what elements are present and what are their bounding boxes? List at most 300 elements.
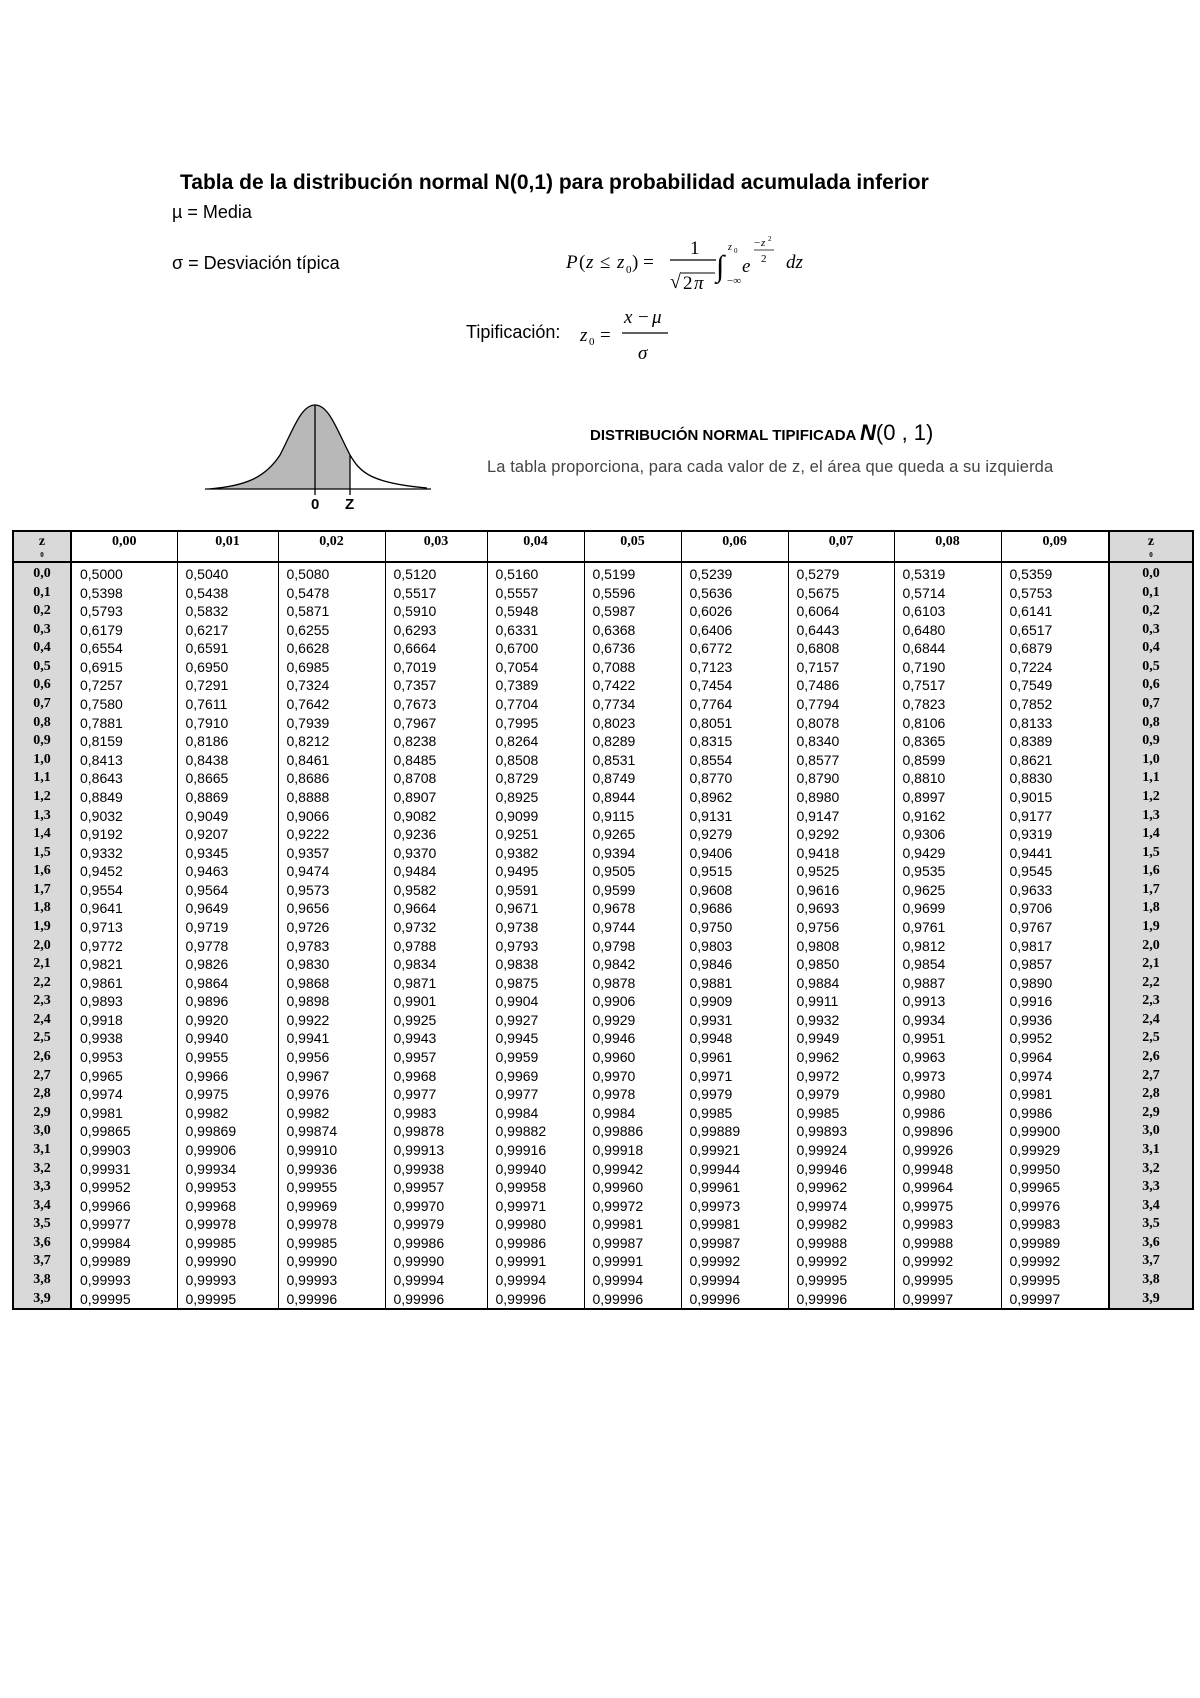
table-cell: 0,6103 (894, 602, 1001, 621)
table-cell: 0,99882 (487, 1122, 584, 1141)
table-cell: 0,99992 (788, 1252, 894, 1271)
table-cell: 0,9976 (278, 1085, 385, 1104)
table-cell: 0,99934 (177, 1160, 278, 1179)
row-z-value: 0,4 (1109, 639, 1193, 658)
table-cell: 0,9982 (177, 1104, 278, 1123)
table-row (13, 807, 1193, 826)
table-cell: 0,9970 (584, 1067, 681, 1086)
table-cell: 0,7517 (894, 676, 1001, 695)
row-z-value: 0,2 (13, 602, 71, 621)
table-cell: 0,8997 (894, 788, 1001, 807)
row-z-value: 0,1 (13, 584, 71, 603)
table-row (13, 1252, 1193, 1271)
table-cell: 0,9925 (385, 1011, 487, 1030)
table-cell: 0,9968 (385, 1067, 487, 1086)
row-z-value: 2,1 (1109, 955, 1193, 974)
table-cell: 0,9884 (788, 974, 894, 993)
table-cell: 0,99992 (894, 1252, 1001, 1271)
table-cell: 0,5910 (385, 602, 487, 621)
table-cell: 0,9015 (1001, 788, 1109, 807)
table-cell: 0,6628 (278, 639, 385, 658)
svg-text:z: z (617, 252, 625, 273)
table-cell: 0,5279 (788, 562, 894, 584)
table-cell: 0,9821 (71, 955, 177, 974)
table-cell: 0,9864 (177, 974, 278, 993)
table-cell: 0,9957 (385, 1048, 487, 1067)
table-cell: 0,7054 (487, 658, 584, 677)
table-cell: 0,7123 (681, 658, 788, 677)
table-cell: 0,9115 (584, 807, 681, 826)
svg-text:e: e (742, 256, 751, 277)
table-cell: 0,8389 (1001, 732, 1109, 751)
table-cell: 0,9936 (1001, 1011, 1109, 1030)
normal-distribution-table (12, 530, 1194, 1310)
table-cell: 0,99869 (177, 1122, 278, 1141)
table-cell: 0,99988 (788, 1234, 894, 1253)
table-cell: 0,9966 (177, 1067, 278, 1086)
table-cell: 0,9693 (788, 899, 894, 918)
table-row (13, 918, 1193, 937)
table-cell: 0,99987 (584, 1234, 681, 1253)
table-cell: 0,9906 (584, 992, 681, 1011)
table-cell: 0,99993 (177, 1271, 278, 1290)
table-cell: 0,99970 (385, 1197, 487, 1216)
table-cell: 0,8749 (584, 769, 681, 788)
table-cell: 0,99972 (584, 1197, 681, 1216)
table-row (13, 1197, 1193, 1216)
table-cell: 0,99975 (894, 1197, 1001, 1216)
table-cell: 0,9192 (71, 825, 177, 844)
table-cell: 0,5871 (278, 602, 385, 621)
table-cell: 0,8888 (278, 788, 385, 807)
row-z-value: 3,2 (1109, 1160, 1193, 1179)
table-cell: 0,6141 (1001, 602, 1109, 621)
row-z-value: 3,7 (1109, 1252, 1193, 1271)
table-cell: 0,99913 (385, 1141, 487, 1160)
row-z-value: 2,2 (1109, 974, 1193, 993)
table-cell: 0,9967 (278, 1067, 385, 1086)
table-cell: 0,7642 (278, 695, 385, 714)
table-cell: 0,5160 (487, 562, 584, 584)
z-header-subscript: 0 (1149, 551, 1153, 559)
table-cell: 0,99994 (584, 1271, 681, 1290)
table-cell: 0,9292 (788, 825, 894, 844)
table-cell: 0,9573 (278, 881, 385, 900)
table-cell: 0,6915 (71, 658, 177, 677)
table-cell: 0,7704 (487, 695, 584, 714)
row-z-value: 0,0 (13, 562, 71, 584)
svg-text:z: z (761, 237, 766, 249)
table-cell: 0,9664 (385, 899, 487, 918)
table-cell: 0,7823 (894, 695, 1001, 714)
table-cell: 0,7257 (71, 676, 177, 695)
table-cell: 0,99996 (487, 1290, 584, 1310)
table-cell: 0,9941 (278, 1029, 385, 1048)
table-cell: 0,9808 (788, 937, 894, 956)
svg-text:(: ( (579, 252, 586, 273)
table-cell: 0,9985 (788, 1104, 894, 1123)
table-row (13, 1122, 1193, 1141)
table-cell: 0,9838 (487, 955, 584, 974)
svg-text:σ: σ (638, 343, 648, 364)
table-cell: 0,9066 (278, 807, 385, 826)
table-cell: 0,9963 (894, 1048, 1001, 1067)
row-z-value: 1,4 (1109, 825, 1193, 844)
table-cell: 0,99936 (278, 1160, 385, 1179)
table-cell: 0,8023 (584, 714, 681, 733)
svg-text:dz: dz (786, 252, 803, 273)
distribution-heading-text: DISTRIBUCIÓN NORMAL TIPIFICADA (590, 427, 856, 444)
table-cell: 0,9678 (584, 899, 681, 918)
table-cell: 0,7486 (788, 676, 894, 695)
table-cell: 0,9861 (71, 974, 177, 993)
table-cell: 0,8340 (788, 732, 894, 751)
table-cell: 0,99992 (1001, 1252, 1109, 1271)
table-cell: 0,9871 (385, 974, 487, 993)
row-z-value: 2,9 (1109, 1104, 1193, 1123)
table-cell: 0,99955 (278, 1178, 385, 1197)
table-cell: 0,5359 (1001, 562, 1109, 584)
table-row (13, 1215, 1193, 1234)
row-z-value: 3,0 (13, 1122, 71, 1141)
table-cell: 0,99918 (584, 1141, 681, 1160)
table-cell: 0,9969 (487, 1067, 584, 1086)
table-cell: 0,9938 (71, 1029, 177, 1048)
table-cell: 0,99921 (681, 1141, 788, 1160)
table-cell: 0,9515 (681, 862, 788, 881)
table-cell: 0,99929 (1001, 1141, 1109, 1160)
table-cell: 0,6554 (71, 639, 177, 658)
row-z-value: 1,3 (13, 807, 71, 826)
table-cell: 0,9943 (385, 1029, 487, 1048)
z-header-left (13, 531, 71, 562)
table-cell: 0,99989 (71, 1252, 177, 1271)
table-cell: 0,9633 (1001, 881, 1109, 900)
table-cell: 0,8830 (1001, 769, 1109, 788)
table-row (13, 621, 1193, 640)
table-row (13, 658, 1193, 677)
svg-text:2: 2 (683, 273, 693, 294)
row-z-value: 0,1 (1109, 584, 1193, 603)
table-cell: 0,9625 (894, 881, 1001, 900)
table-cell: 0,9382 (487, 844, 584, 863)
table-cell: 0,9984 (487, 1104, 584, 1123)
table-cell: 0,9545 (1001, 862, 1109, 881)
row-z-value: 3,6 (1109, 1234, 1193, 1253)
table-cell: 0,9803 (681, 937, 788, 956)
standardization-equation (576, 305, 706, 365)
table-cell: 0,9599 (584, 881, 681, 900)
table-cell: 0,7019 (385, 658, 487, 677)
row-z-value: 2,4 (1109, 1011, 1193, 1030)
table-cell: 0,99910 (278, 1141, 385, 1160)
table-cell: 0,8686 (278, 769, 385, 788)
row-z-value: 0,7 (1109, 695, 1193, 714)
svg-text:z: z (728, 242, 732, 253)
column-header: 0,08 (894, 531, 1001, 562)
table-cell: 0,99991 (584, 1252, 681, 1271)
table-cell: 0,7454 (681, 676, 788, 695)
table-row (13, 695, 1193, 714)
table-cell: 0,99886 (584, 1122, 681, 1141)
row-z-value: 2,4 (13, 1011, 71, 1030)
table-cell: 0,99990 (177, 1252, 278, 1271)
cumulative-probability-formula (566, 232, 846, 298)
table-cell: 0,99994 (487, 1271, 584, 1290)
table-cell: 0,9441 (1001, 844, 1109, 863)
row-z-value: 2,3 (13, 992, 71, 1011)
table-cell: 0,6772 (681, 639, 788, 658)
axis-z-label: Z (345, 496, 355, 512)
table-row (13, 825, 1193, 844)
table-row (13, 1104, 1193, 1123)
row-z-value: 1,8 (13, 899, 71, 918)
table-cell: 0,9875 (487, 974, 584, 993)
row-z-value: 1,0 (1109, 751, 1193, 770)
table-cell: 0,9306 (894, 825, 1001, 844)
table-cell: 0,99974 (788, 1197, 894, 1216)
row-z-value: 3,4 (13, 1197, 71, 1216)
row-z-value: 3,6 (13, 1234, 71, 1253)
table-cell: 0,9842 (584, 955, 681, 974)
table-cell: 0,99985 (177, 1234, 278, 1253)
table-cell: 0,9977 (487, 1085, 584, 1104)
table-cell: 0,9981 (1001, 1085, 1109, 1104)
table-cell: 0,99961 (681, 1178, 788, 1197)
table-cell: 0,7389 (487, 676, 584, 695)
table-cell: 0,9162 (894, 807, 1001, 826)
table-cell: 0,9911 (788, 992, 894, 1011)
table-cell: 0,5753 (1001, 584, 1109, 603)
table-cell: 0,9984 (584, 1104, 681, 1123)
table-cell: 0,9985 (681, 1104, 788, 1123)
table-cell: 0,9834 (385, 955, 487, 974)
row-z-value: 1,6 (13, 862, 71, 881)
z-header-subscript: 0 (40, 551, 44, 559)
row-z-value: 2,1 (13, 955, 71, 974)
table-cell: 0,9778 (177, 937, 278, 956)
table-cell: 0,99942 (584, 1160, 681, 1179)
table-cell: 0,9878 (584, 974, 681, 993)
table-cell: 0,7611 (177, 695, 278, 714)
table-cell: 0,5239 (681, 562, 788, 584)
row-z-value: 2,6 (1109, 1048, 1193, 1067)
table-cell: 0,9979 (681, 1085, 788, 1104)
row-z-value: 2,7 (1109, 1067, 1193, 1086)
table-cell: 0,9345 (177, 844, 278, 863)
table-cell: 0,9429 (894, 844, 1001, 863)
table-cell: 0,8289 (584, 732, 681, 751)
table-cell: 0,9798 (584, 937, 681, 956)
row-z-value: 3,5 (1109, 1215, 1193, 1234)
table-cell: 0,9732 (385, 918, 487, 937)
table-cell: 0,5832 (177, 602, 278, 621)
table-cell: 0,8051 (681, 714, 788, 733)
table-row (13, 1048, 1193, 1067)
table-cell: 0,99960 (584, 1178, 681, 1197)
table-cell: 0,9505 (584, 862, 681, 881)
table-cell: 0,99931 (71, 1160, 177, 1179)
table-cell: 0,8106 (894, 714, 1001, 733)
standardization-label: Tipificación: (466, 322, 561, 342)
table-cell: 0,9812 (894, 937, 1001, 956)
mu-definition: µ = Media (172, 202, 252, 222)
table-cell: 0,99973 (681, 1197, 788, 1216)
table-cell: 0,8212 (278, 732, 385, 751)
table-cell: 0,99889 (681, 1122, 788, 1141)
row-z-value: 3,3 (13, 1178, 71, 1197)
table-row (13, 955, 1193, 974)
table-cell: 0,8577 (788, 751, 894, 770)
table-cell: 0,9951 (894, 1029, 1001, 1048)
table-cell: 0,5948 (487, 602, 584, 621)
table-cell: 0,8790 (788, 769, 894, 788)
table-cell: 0,9948 (681, 1029, 788, 1048)
table-cell: 0,6736 (584, 639, 681, 658)
table-cell: 0,99938 (385, 1160, 487, 1179)
table-cell: 0,5478 (278, 584, 385, 603)
table-cell: 0,99996 (385, 1290, 487, 1310)
table-cell: 0,99995 (177, 1290, 278, 1310)
table-cell: 0,9826 (177, 955, 278, 974)
column-header: 0,01 (177, 531, 278, 562)
column-header: 0,05 (584, 531, 681, 562)
table-cell: 0,99979 (385, 1215, 487, 1234)
row-z-value: 3,9 (1109, 1290, 1193, 1310)
table-cell: 0,5636 (681, 584, 788, 603)
table-cell: 0,9236 (385, 825, 487, 844)
table-cell: 0,9265 (584, 825, 681, 844)
table-cell: 0,9099 (487, 807, 584, 826)
table-cell: 0,6664 (385, 639, 487, 658)
table-cell: 0,99958 (487, 1178, 584, 1197)
table-cell: 0,7910 (177, 714, 278, 733)
table-cell: 0,9582 (385, 881, 487, 900)
row-z-value: 0,2 (1109, 602, 1193, 621)
table-row (13, 751, 1193, 770)
table-row (13, 974, 1193, 993)
table-cell: 0,9982 (278, 1104, 385, 1123)
row-z-value: 0,3 (13, 621, 71, 640)
table-cell: 0,99989 (1001, 1234, 1109, 1253)
table-cell: 0,99980 (487, 1215, 584, 1234)
table-cell: 0,9699 (894, 899, 1001, 918)
table-cell: 0,9357 (278, 844, 385, 863)
table-cell: 0,9817 (1001, 937, 1109, 956)
table-cell: 0,5557 (487, 584, 584, 603)
table-cell: 0,9608 (681, 881, 788, 900)
distribution-description: La tabla proporciona, para cada valor de z, el área que queda a su izquierda (487, 458, 1054, 476)
table-cell: 0,6406 (681, 621, 788, 640)
table-cell: 0,99990 (278, 1252, 385, 1271)
table-cell: 0,9916 (1001, 992, 1109, 1011)
table-row (13, 1234, 1193, 1253)
table-cell: 0,9738 (487, 918, 584, 937)
table-cell: 0,9868 (278, 974, 385, 993)
table-cell: 0,9686 (681, 899, 788, 918)
table-cell: 0,6700 (487, 639, 584, 658)
table-cell: 0,7967 (385, 714, 487, 733)
table-cell: 0,6368 (584, 621, 681, 640)
table-cell: 0,9974 (71, 1085, 177, 1104)
table-row (13, 937, 1193, 956)
table-cell: 0,8554 (681, 751, 788, 770)
table-cell: 0,6331 (487, 621, 584, 640)
table-row (13, 1160, 1193, 1179)
table-cell: 0,8186 (177, 732, 278, 751)
table-cell: 0,9452 (71, 862, 177, 881)
svg-text:z: z (580, 325, 588, 346)
table-cell: 0,9713 (71, 918, 177, 937)
row-z-value: 1,7 (13, 881, 71, 900)
table-cell: 0,5987 (584, 602, 681, 621)
table-cell: 0,99896 (894, 1122, 1001, 1141)
row-z-value: 2,8 (1109, 1085, 1193, 1104)
table-cell: 0,5675 (788, 584, 894, 603)
table-cell: 0,9793 (487, 937, 584, 956)
table-cell: 0,9953 (71, 1048, 177, 1067)
row-z-value: 0,3 (1109, 621, 1193, 640)
table-cell: 0,9946 (584, 1029, 681, 1048)
table-row (13, 1290, 1193, 1310)
table-row (13, 844, 1193, 863)
table-row (13, 1141, 1193, 1160)
table-cell: 0,99944 (681, 1160, 788, 1179)
table-row (13, 1271, 1193, 1290)
table-cell: 0,9049 (177, 807, 278, 826)
table-cell: 0,7422 (584, 676, 681, 695)
table-cell: 0,6985 (278, 658, 385, 677)
table-cell: 0,99957 (385, 1178, 487, 1197)
row-z-value: 1,3 (1109, 807, 1193, 826)
svg-text:−: − (754, 237, 761, 249)
table-cell: 0,9671 (487, 899, 584, 918)
row-z-value: 3,9 (13, 1290, 71, 1310)
table-cell: 0,9978 (584, 1085, 681, 1104)
row-z-value: 1,0 (13, 751, 71, 770)
table-row (13, 862, 1193, 881)
table-cell: 0,7939 (278, 714, 385, 733)
table-cell: 0,6844 (894, 639, 1001, 658)
table-cell: 0,9177 (1001, 807, 1109, 826)
table-cell: 0,9913 (894, 992, 1001, 1011)
table-cell: 0,8078 (788, 714, 894, 733)
table-cell: 0,9974 (1001, 1067, 1109, 1086)
table-cell: 0,7549 (1001, 676, 1109, 695)
distribution-heading-params: (0 , 1) (875, 420, 934, 445)
table-cell: 0,9761 (894, 918, 1001, 937)
table-cell: 0,8849 (71, 788, 177, 807)
table-row (13, 992, 1193, 1011)
table-cell: 0,6950 (177, 658, 278, 677)
table-cell: 0,9964 (1001, 1048, 1109, 1067)
table-cell: 0,9406 (681, 844, 788, 863)
table-cell: 0,9082 (385, 807, 487, 826)
table-cell: 0,6293 (385, 621, 487, 640)
table-row (13, 639, 1193, 658)
table-cell: 0,9564 (177, 881, 278, 900)
table-cell: 0,99984 (71, 1234, 177, 1253)
table-cell: 0,9896 (177, 992, 278, 1011)
svg-text:) =: ) = (632, 252, 654, 273)
table-cell: 0,8925 (487, 788, 584, 807)
row-z-value: 1,1 (13, 769, 71, 788)
row-z-value: 2,5 (13, 1029, 71, 1048)
table-cell: 0,9641 (71, 899, 177, 918)
svg-text:1: 1 (690, 238, 700, 259)
column-header: 0,04 (487, 531, 584, 562)
table-cell: 0,6255 (278, 621, 385, 640)
